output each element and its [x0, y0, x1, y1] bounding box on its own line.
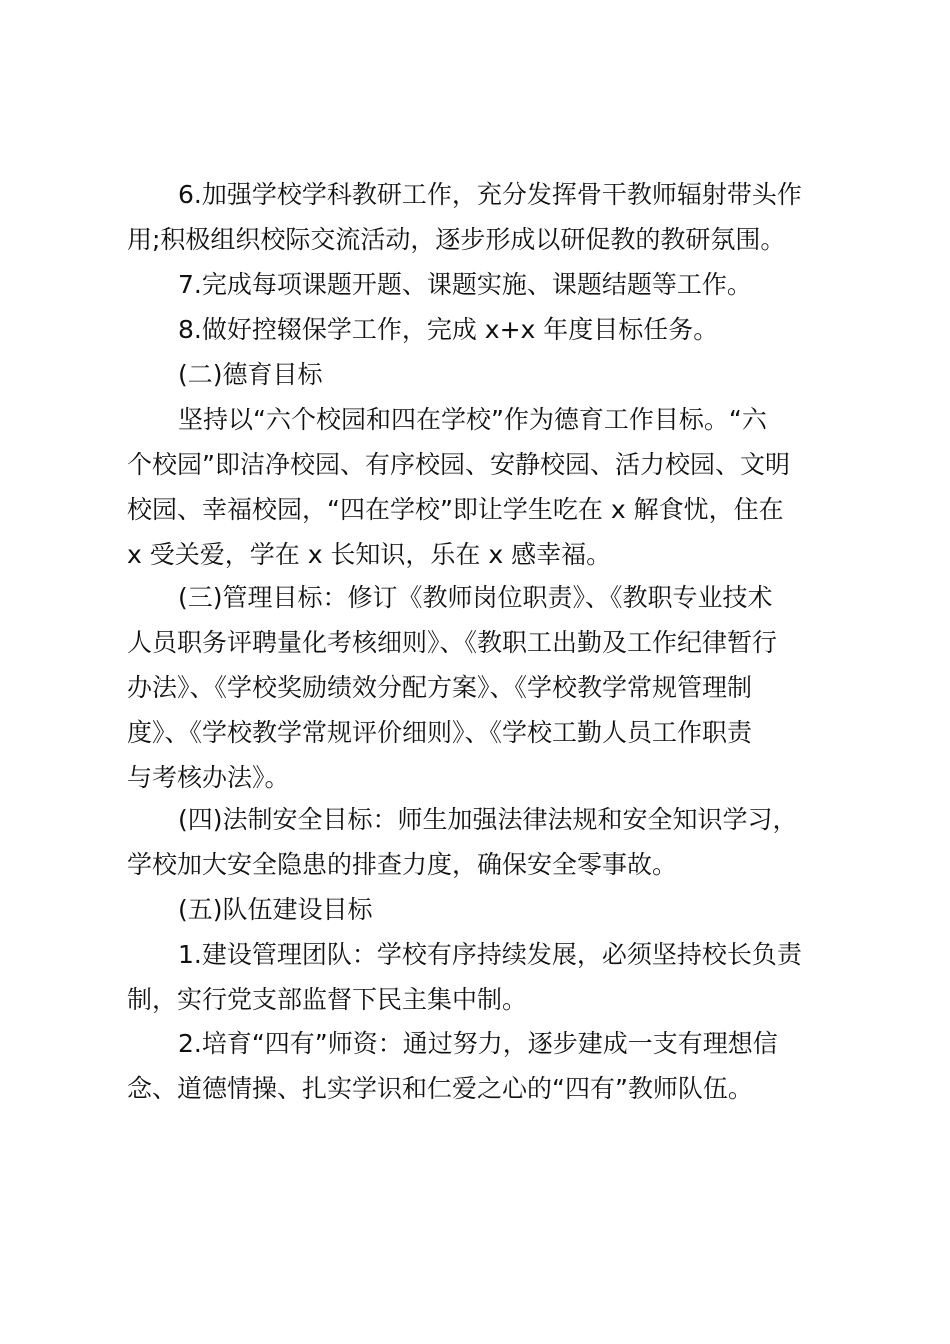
section-heading-moral [127, 352, 847, 397]
text-line: 办法》、《学校奖励绩效分配方案》、《学校教学常规管理制 [127, 673, 753, 702]
text-line: 个校园”即洁净校园、有序校园、安静校园、活力校园、文明 [127, 450, 790, 479]
text-line: 人员职务评聘量化考核细则》、《教职工出勤及工作纪律暂行 [127, 628, 778, 657]
text-line: 1.建设管理团队：学校有序持续发展，必须坚持校长负责 [178, 940, 802, 969]
text-line: 坚持以“六个校园和四在学校”作为德育工作目标。“六 [178, 405, 767, 434]
text-line: 7.完成每项课题开题、课题实施、课题结题等工作。 [178, 270, 752, 299]
text-line: 学校加大安全隐患的排查力度，确保安全零事故。 [127, 850, 678, 879]
paragraph-item-8 [127, 307, 847, 352]
text-line: 与考核办法》。 [127, 763, 290, 792]
text-line: 制，实行党支部监督下民主集中制。 [127, 985, 528, 1014]
text-line: (四)法制安全目标：师生加强法律法规和安全知识学习， [178, 805, 798, 834]
paragraph-item-7 [127, 262, 847, 307]
heading-line: (二)德育目标 [178, 360, 323, 389]
text-line: 度》、《学校教学常规评价细则》、《学校工勤人员工作职责 [127, 718, 753, 747]
text-line: 6.加强学校学科教研工作，充分发挥骨干教师辐射带头作 [178, 180, 802, 209]
text-line: 校园、幸福校园，“四在学校”即让学生吃在 x 解食忧，住在 [127, 495, 784, 524]
paragraph-team-item-2 [127, 1021, 847, 1111]
heading-line: (五)队伍建设目标 [178, 895, 373, 924]
text-line: (三)管理目标：修订《教师岗位职责》、《教职专业技术 [178, 583, 773, 612]
text-line: 8.做好控辍保学工作，完成 x+x 年度目标任务。 [178, 315, 719, 344]
paragraph-moral-goals [127, 397, 847, 577]
text-line: 念、道德情操、扎实学识和仁爱之心的“四有”教师队伍。 [127, 1074, 753, 1103]
paragraph-item-6 [127, 172, 847, 262]
paragraph-safety-goals [127, 797, 847, 887]
text-line: 用;积极组织校际交流活动，逐步形成以研促教的教研氛围。 [127, 225, 786, 254]
text-line: 2.培育“四有”师资：通过努力，逐步建成一支有理想信 [178, 1029, 778, 1058]
text-line: x 受关爱，学在 x 长知识，乐在 x 感幸福。 [127, 540, 612, 569]
paragraph-management-goals [127, 575, 847, 800]
section-heading-team [127, 887, 847, 932]
paragraph-team-item-1 [127, 932, 847, 1022]
